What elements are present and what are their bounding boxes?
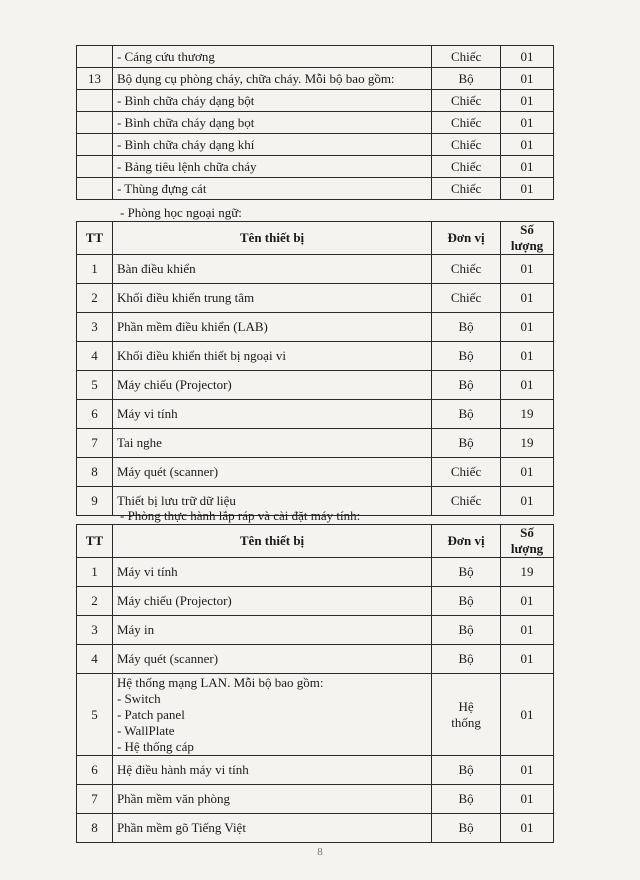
equipment-unit: Chiếc	[432, 46, 501, 68]
row-number: 1	[77, 558, 113, 587]
equipment-quantity: 19	[501, 400, 554, 429]
equipment-unit: Bộ	[432, 429, 501, 458]
table-row	[77, 814, 554, 843]
table-row	[77, 429, 554, 458]
equipment-unit: Bộ	[432, 645, 501, 674]
table-row	[77, 156, 554, 178]
table-row	[77, 785, 554, 814]
equipment-name: Máy quét (scanner)	[112, 645, 431, 674]
table-row	[77, 587, 554, 616]
equipment-quantity: 01	[501, 342, 554, 371]
equipment-name: - Bình chữa cháy dạng bột	[112, 90, 431, 112]
row-number: 8	[77, 814, 113, 843]
table-row	[77, 342, 554, 371]
equipment-unit: Bộ	[432, 400, 501, 429]
equipment-quantity: 01	[501, 284, 554, 313]
col-header-name: Tên thiết bị	[112, 222, 431, 255]
equipment-name: Khối điều khiển thiết bị ngoại vi	[112, 342, 431, 371]
equipment-unit: Chiếc	[432, 134, 501, 156]
equipment-quantity: 19	[501, 558, 554, 587]
equipment-name: Hệ điều hành máy vi tính	[112, 756, 431, 785]
equipment-quantity: 01	[501, 645, 554, 674]
col-header-unit: Đơn vị	[432, 525, 501, 558]
row-number: 3	[77, 313, 113, 342]
equipment-unit: Bộ	[432, 371, 501, 400]
equipment-name: Phần mềm điều khiển (LAB)	[112, 313, 431, 342]
unit-line: thống	[451, 714, 481, 730]
row-number: 9	[77, 487, 113, 516]
lan-component-line: - Hệ thống cáp	[116, 738, 194, 754]
row-number: 3	[77, 616, 113, 645]
equipment-name: Máy in	[112, 616, 431, 645]
equipment-unit: Bộ	[432, 814, 501, 843]
equipment-name: Bàn điều khiển	[112, 255, 431, 284]
table-row	[77, 400, 554, 429]
page-number: 8	[317, 846, 323, 858]
equipment-unit: Chiếc	[432, 156, 501, 178]
table-row	[77, 255, 554, 284]
equipment-unit: Chiếc	[432, 284, 501, 313]
equipment-quantity: 01	[501, 46, 554, 68]
table-row	[77, 112, 554, 134]
table-row	[77, 134, 554, 156]
equipment-quantity: 01	[501, 156, 554, 178]
equipment-name: Thiết bị lưu trữ dữ liệu	[112, 487, 431, 516]
equipment-unit: Bộ	[432, 313, 501, 342]
row-number	[77, 134, 113, 156]
row-number: 13	[77, 68, 113, 90]
equipment-name-lan	[112, 674, 431, 756]
equipment-unit: Bộ	[432, 785, 501, 814]
row-number	[77, 90, 113, 112]
table-row	[77, 558, 554, 587]
col-header-tt: TT	[77, 525, 113, 558]
table-row	[77, 313, 554, 342]
equipment-quantity: 01	[501, 68, 554, 90]
equipment-name: - Bình chữa cháy dạng khí	[112, 134, 431, 156]
equipment-unit: Chiếc	[432, 458, 501, 487]
table-row	[77, 68, 554, 90]
row-number: 5	[77, 674, 113, 756]
equipment-unit: Bộ	[432, 342, 501, 371]
lan-component-line: Hệ thống mạng LAN. Mỗi bộ bao gồm:	[116, 674, 324, 690]
equipment-name: Khối điều khiển trung tâm	[112, 284, 431, 313]
equipment-name: Máy quét (scanner)	[112, 458, 431, 487]
equipment-quantity: 01	[501, 814, 554, 843]
equipment-quantity: 01	[501, 458, 554, 487]
col-header-unit: Đơn vị	[432, 222, 501, 255]
row-number	[77, 112, 113, 134]
table-row-lan	[77, 674, 554, 756]
row-number: 8	[77, 458, 113, 487]
col-header-qty: Số lượng	[501, 525, 554, 558]
equipment-name: Máy chiếu (Projector)	[112, 371, 431, 400]
equipment-name: Máy chiếu (Projector)	[112, 587, 431, 616]
equipment-quantity: 01	[501, 616, 554, 645]
equipment-unit: Bộ	[432, 558, 501, 587]
equipment-quantity: 01	[501, 134, 554, 156]
col-header-tt: TT	[77, 222, 113, 255]
equipment-table-continued	[76, 45, 554, 200]
equipment-unit: Chiếc	[432, 90, 501, 112]
equipment-quantity: 01	[501, 756, 554, 785]
equipment-name: Phần mềm văn phòng	[112, 785, 431, 814]
equipment-quantity: 01	[501, 674, 554, 756]
lan-component-line: - WallPlate	[116, 722, 175, 738]
equipment-quantity: 01	[501, 587, 554, 616]
equipment-unit: Chiếc	[432, 255, 501, 284]
equipment-name: Bộ dụng cụ phòng cháy, chữa cháy. Mỗi bộ bao gồm:	[112, 68, 431, 90]
equipment-quantity: 01	[501, 178, 554, 200]
row-number: 7	[77, 785, 113, 814]
equipment-unit-lan	[432, 674, 501, 756]
equipment-unit: Chiếc	[432, 487, 501, 516]
col-header-qty: Số lượng	[501, 222, 554, 255]
equipment-quantity: 19	[501, 429, 554, 458]
equipment-quantity: 01	[501, 90, 554, 112]
table-row	[77, 284, 554, 313]
lan-component-line: - Patch panel	[116, 706, 185, 722]
unit-line: Hệ	[458, 698, 474, 714]
row-number: 1	[77, 255, 113, 284]
row-number: 2	[77, 587, 113, 616]
equipment-unit: Chiếc	[432, 112, 501, 134]
equipment-quantity: 01	[501, 371, 554, 400]
row-number: 6	[77, 756, 113, 785]
row-number: 2	[77, 284, 113, 313]
row-number	[77, 156, 113, 178]
table-row	[77, 90, 554, 112]
equipment-name: - Bình chữa cháy dạng bọt	[112, 112, 431, 134]
equipment-quantity: 01	[501, 112, 554, 134]
table-row	[77, 645, 554, 674]
equipment-unit: Bộ	[432, 756, 501, 785]
table-row	[77, 46, 554, 68]
section-label-assembly-room: - Phòng thực hành lắp ráp và cài đặt máy tính:	[120, 508, 361, 523]
col-header-name: Tên thiết bị	[112, 525, 431, 558]
equipment-unit: Bộ	[432, 587, 501, 616]
table-row	[77, 616, 554, 645]
equipment-name: Máy vi tính	[112, 558, 431, 587]
table-row	[77, 756, 554, 785]
row-number: 5	[77, 371, 113, 400]
lan-component-line: - Switch	[116, 690, 161, 706]
equipment-unit: Bộ	[432, 616, 501, 645]
equipment-name: - Cáng cứu thương	[112, 46, 431, 68]
table-row	[77, 178, 554, 200]
row-number	[77, 178, 113, 200]
row-number: 7	[77, 429, 113, 458]
table-row	[77, 458, 554, 487]
equipment-quantity: 01	[501, 255, 554, 284]
assembly-room-table	[76, 524, 554, 843]
equipment-quantity: 01	[501, 313, 554, 342]
equipment-name: Phần mềm gõ Tiếng Việt	[112, 814, 431, 843]
equipment-name: - Thùng đựng cát	[112, 178, 431, 200]
equipment-name: Tai nghe	[112, 429, 431, 458]
section-label-language-room: - Phòng học ngoại ngữ:	[120, 205, 242, 220]
row-number: 4	[77, 342, 113, 371]
table-row	[77, 371, 554, 400]
equipment-name: - Bảng tiêu lệnh chữa cháy	[112, 156, 431, 178]
equipment-quantity: 01	[501, 785, 554, 814]
row-number: 4	[77, 645, 113, 674]
equipment-name: Máy vi tính	[112, 400, 431, 429]
row-number: 6	[77, 400, 113, 429]
equipment-unit: Chiếc	[432, 178, 501, 200]
language-room-table	[76, 221, 554, 516]
equipment-unit: Bộ	[432, 68, 501, 90]
row-number	[77, 46, 113, 68]
equipment-quantity: 01	[501, 487, 554, 516]
